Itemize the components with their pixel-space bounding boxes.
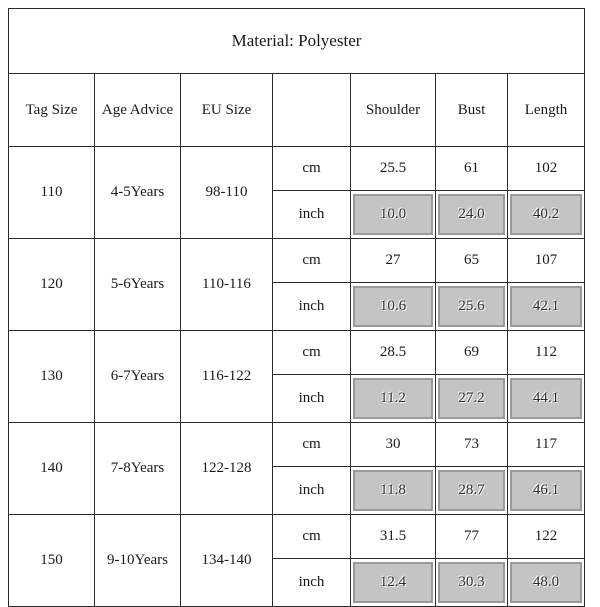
bust-cm-value: 65: [436, 239, 508, 283]
unit-label-inch: inch: [273, 283, 351, 331]
length-inch-value: 48.0: [510, 562, 582, 603]
header-unit: [273, 74, 351, 147]
shoulder-inch-value: 11.8: [353, 470, 433, 511]
length-inch-cell: [508, 467, 585, 515]
row-age: 9-10Years: [95, 515, 181, 607]
length-cm-value: 122: [508, 515, 585, 559]
length-inch-value: 42.1: [510, 286, 582, 327]
header-tag-size: Tag Size: [9, 74, 95, 147]
unit-label-cm: cm: [273, 331, 351, 375]
unit-label-cm: cm: [273, 147, 351, 191]
row-eu: 122-128: [181, 423, 273, 515]
unit-label-inch: inch: [273, 559, 351, 607]
bust-inch-value: 25.6: [438, 286, 505, 327]
header-row: [9, 74, 585, 147]
table-row-cm: [9, 239, 585, 283]
length-inch-cell: [508, 375, 585, 423]
row-eu: 98-110: [181, 147, 273, 239]
table-row-cm: [9, 423, 585, 467]
bust-inch-cell: [436, 191, 508, 239]
row-age: 5-6Years: [95, 239, 181, 331]
table-title: Material: Polyester: [9, 9, 585, 74]
bust-inch-value: 28.7: [438, 470, 505, 511]
shoulder-inch-cell: [351, 191, 436, 239]
shoulder-inch-cell: [351, 283, 436, 331]
bust-cm-value: 77: [436, 515, 508, 559]
bust-cm-value: 61: [436, 147, 508, 191]
length-inch-value: 44.1: [510, 378, 582, 419]
bust-inch-value: 27.2: [438, 378, 505, 419]
unit-label-inch: inch: [273, 467, 351, 515]
length-inch-value: 40.2: [510, 194, 582, 235]
shoulder-inch-cell: [351, 559, 436, 607]
unit-label-cm: cm: [273, 515, 351, 559]
header-age-advice: Age Advice: [95, 74, 181, 147]
row-eu: 116-122: [181, 331, 273, 423]
length-cm-value: 117: [508, 423, 585, 467]
shoulder-cm-value: 31.5: [351, 515, 436, 559]
bust-inch-cell: [436, 467, 508, 515]
row-tag: 110: [9, 147, 95, 239]
bust-inch-value: 24.0: [438, 194, 505, 235]
shoulder-inch-value: 10.6: [353, 286, 433, 327]
row-tag: 150: [9, 515, 95, 607]
row-eu: 110-116: [181, 239, 273, 331]
shoulder-inch-value: 10.0: [353, 194, 433, 235]
row-tag: 120: [9, 239, 95, 331]
row-tag: 130: [9, 331, 95, 423]
shoulder-cm-value: 28.5: [351, 331, 436, 375]
bust-inch-value: 30.3: [438, 562, 505, 603]
unit-label-inch: inch: [273, 191, 351, 239]
header-length: Length: [508, 74, 585, 147]
bust-cm-value: 73: [436, 423, 508, 467]
title-row: [9, 9, 585, 74]
bust-inch-cell: [436, 559, 508, 607]
length-inch-cell: [508, 191, 585, 239]
header-bust: Bust: [436, 74, 508, 147]
unit-label-inch: inch: [273, 375, 351, 423]
row-age: 4-5Years: [95, 147, 181, 239]
shoulder-inch-value: 12.4: [353, 562, 433, 603]
table-row-cm: [9, 331, 585, 375]
shoulder-cm-value: 30: [351, 423, 436, 467]
row-tag: 140: [9, 423, 95, 515]
bust-cm-value: 69: [436, 331, 508, 375]
shoulder-inch-value: 11.2: [353, 378, 433, 419]
length-inch-value: 46.1: [510, 470, 582, 511]
bust-inch-cell: [436, 283, 508, 331]
header-shoulder: Shoulder: [351, 74, 436, 147]
size-chart-table: [8, 8, 585, 607]
length-cm-value: 107: [508, 239, 585, 283]
unit-label-cm: cm: [273, 239, 351, 283]
table-row-cm: [9, 515, 585, 559]
row-age: 7-8Years: [95, 423, 181, 515]
bust-inch-cell: [436, 375, 508, 423]
unit-label-cm: cm: [273, 423, 351, 467]
length-cm-value: 112: [508, 331, 585, 375]
shoulder-inch-cell: [351, 375, 436, 423]
length-inch-cell: [508, 283, 585, 331]
length-cm-value: 102: [508, 147, 585, 191]
shoulder-cm-value: 27: [351, 239, 436, 283]
row-eu: 134-140: [181, 515, 273, 607]
table-row-cm: [9, 147, 585, 191]
row-age: 6-7Years: [95, 331, 181, 423]
shoulder-cm-value: 25.5: [351, 147, 436, 191]
length-inch-cell: [508, 559, 585, 607]
shoulder-inch-cell: [351, 467, 436, 515]
header-eu-size: EU Size: [181, 74, 273, 147]
